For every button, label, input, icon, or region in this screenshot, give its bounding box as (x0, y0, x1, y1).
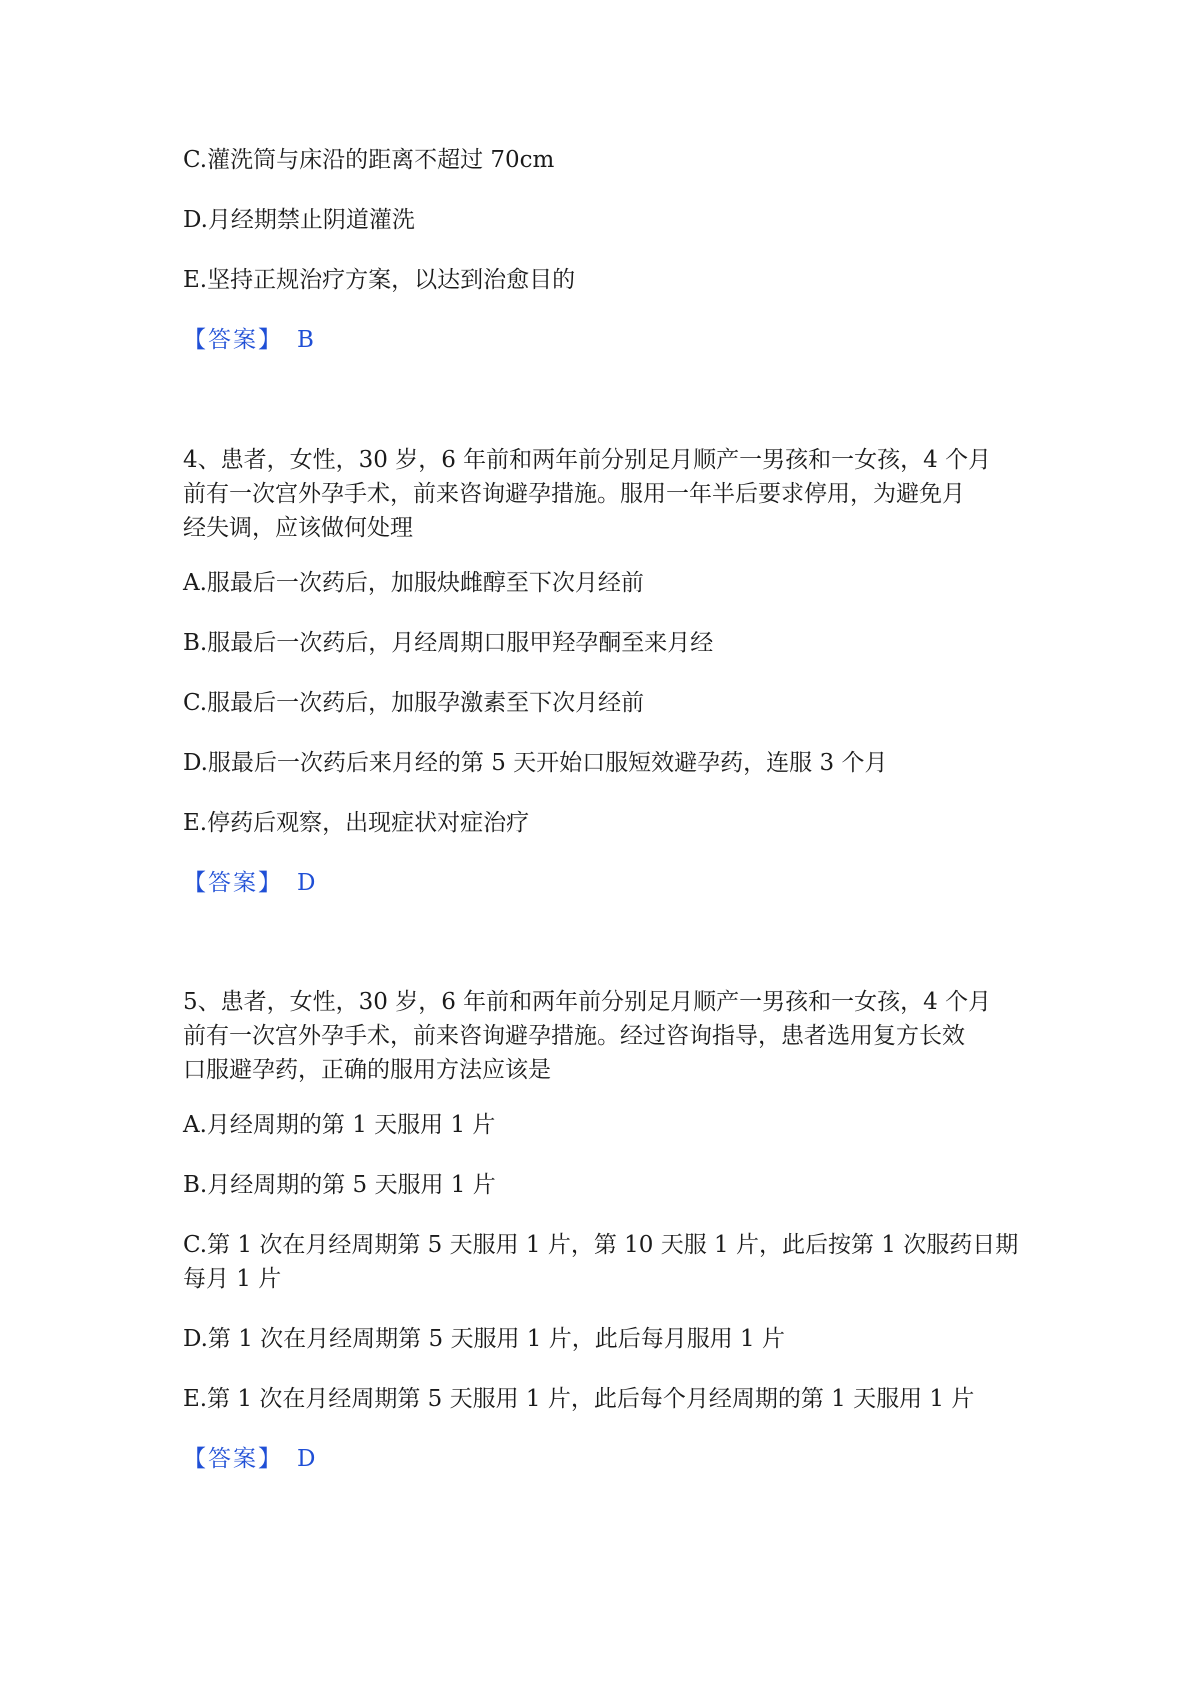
answer-label: 【答案】 (183, 1446, 283, 1472)
answer-value: D (297, 1446, 316, 1472)
q4-stem-line-1: 4、患者，女性，30 岁，6 年前和两年前分别足月顺产一男孩和一女孩，4 个月 (183, 447, 992, 473)
q5-option-e: E.第 1 次在月经周期第 5 天服用 1 片，此后每个月经周期的第 1 天服用 1 片 (183, 1386, 975, 1412)
q4-option-e: E.停药后观察，出现症状对症治疗 (183, 810, 530, 836)
q4-option-b: B.服最后一次药后，月经周期口服甲羟孕酮至来月经 (183, 630, 714, 656)
q4-stem-line-3: 经失调，应该做何处理 (183, 515, 413, 541)
q3-option-e: E.坚持正规治疗方案，以达到治愈目的 (183, 267, 576, 293)
answer-label: 【答案】 (183, 327, 283, 353)
q4-option-c: C.服最后一次药后，加服孕激素至下次月经前 (183, 690, 645, 716)
answer-label: 【答案】 (183, 870, 283, 896)
q5-stem-line-3: 口服避孕药，正确的服用方法应该是 (183, 1057, 551, 1083)
q5-option-d: D.第 1 次在月经周期第 5 天服用 1 片，此后每月服用 1 片 (183, 1326, 785, 1352)
q4-option-d: D.服最后一次药后来月经的第 5 天开始口服短效避孕药，连服 3 个月 (183, 750, 888, 776)
q5-stem-line-2: 前有一次宫外孕手术，前来咨询避孕措施。经过咨询指导，患者选用复方长效 (183, 1023, 965, 1049)
q5-option-a: A.月经周期的第 1 天服用 1 片 (183, 1112, 496, 1138)
answer-value: B (297, 327, 314, 353)
q5-option-b: B.月经周期的第 5 天服用 1 片 (183, 1172, 496, 1198)
q3-answer (183, 323, 1023, 357)
q4-stem-line-2: 前有一次宫外孕手术，前来咨询避孕措施。服用一年半后要求停用，为避免月 (183, 481, 965, 507)
q3-option-d: D.月经期禁止阴道灌洗 (183, 207, 415, 233)
q5-option-c-line-1: C.第 1 次在月经周期第 5 天服用 1 片，第 10 天服 1 片，此后按第 1 次服药日期 (183, 1232, 1019, 1258)
q5-option-c-line-2: 每月 1 片 (183, 1266, 282, 1292)
q4-option-a: A.服最后一次药后，加服炔雌醇至下次月经前 (183, 570, 644, 596)
answer-value: D (297, 870, 316, 896)
q3-option-c: C.灌洗筒与床沿的距离不超过 70cm (183, 147, 555, 173)
q5-answer (183, 1442, 1023, 1476)
q5-stem-line-1: 5、患者，女性，30 岁，6 年前和两年前分别足月顺产一男孩和一女孩，4 个月 (183, 989, 992, 1015)
q4-answer (183, 866, 1023, 900)
